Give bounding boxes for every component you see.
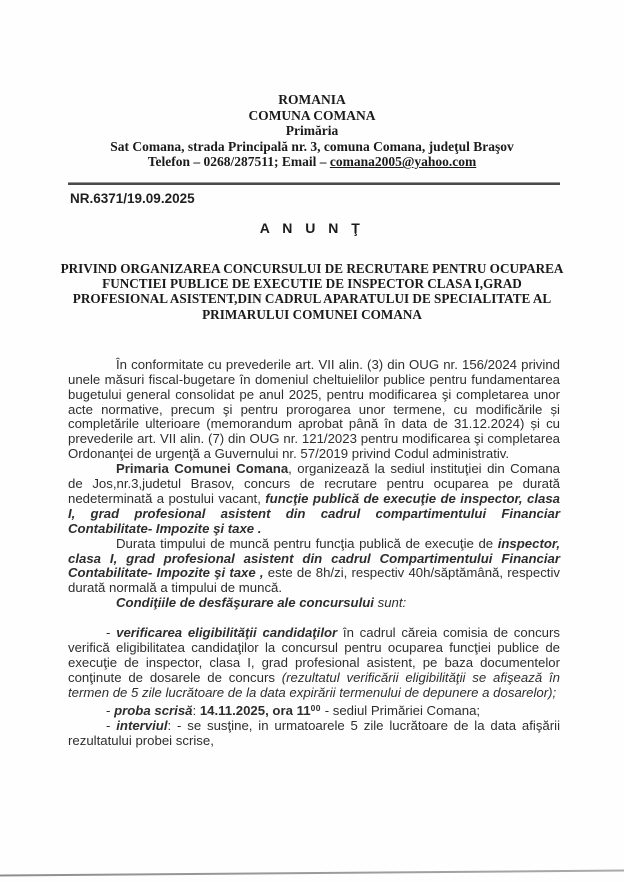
scan-edge-artifact	[0, 870, 624, 877]
text-run: Primaria Comunei Comana	[116, 461, 289, 477]
document-title: PRIVIND ORGANIZAREA CONCURSULUI DE RECRUTARE PENTRU OCUPAREA FUNCTIEI PUBLICE DE EXECUTIE DE INSPECTOR CLASA I,GRAD PROFESIONAL ASISTENT,DIN CADRUL APARATULUI DE SPECIALITATE AL PRIMARULUI COMUNEI COMANA	[60, 260, 564, 322]
text-run: - sediul Primăriei Comana;	[321, 702, 481, 718]
paragraph-written-test	[68, 701, 560, 719]
text-run: proba scrisă	[114, 702, 193, 718]
commune-name: COMUNA COMANA	[248, 107, 376, 123]
text-run: , organizează la sediul instituţiei din Comana de Jos,nr.3,judetul Brasov, concurs de recrutare pentru ocuparea pe durată nedeterminată a postului vacant,	[68, 461, 560, 506]
bullet-dash: -	[106, 625, 117, 641]
text-run: este de 8h/zi, respectiv 40h/săptămână, respectiv durată normală a timpului de muncă.	[68, 565, 560, 596]
paragraph-work-schedule	[68, 537, 560, 597]
registration-number: NR.6371/19.09.2025	[70, 190, 195, 206]
paragraph-eligibility-check	[68, 626, 560, 701]
paragraph-organizer	[68, 462, 560, 537]
text-run: :	[192, 702, 200, 718]
written-test-date: 14.11.2025, ora 11	[199, 702, 311, 718]
bullet-dash: -	[106, 702, 115, 718]
text-run: în cadrul căreia comisia de concurs verifică eligibilitatea candidaţilor la concursul pentru ocuparea funcţiei publice de execuţie de inspector, clasa I, grad profesional asistent, pe baza documentelor conţinute de dosarele de concurs	[68, 625, 560, 685]
text-run: inspector, clasa I, grad profesional asistent din cadrul Compartimentului Financiar Contabilitate- Impozite şi taxe ,	[68, 535, 560, 581]
text-run: Condiţiile de desfăşurare ale concursului	[116, 595, 374, 611]
announcement-heading: A N U N Ţ	[259, 219, 365, 236]
document-body	[68, 358, 560, 749]
address-line: Sat Comana, strada Principală nr. 3, comuna Comana, judeţul Braşov	[110, 138, 514, 154]
country-name: ROMANIA	[278, 92, 346, 107]
header-divider-line	[68, 182, 560, 185]
contact-line	[0, 154, 624, 170]
text-run: sunt:	[373, 595, 407, 611]
bullet-dash: -	[106, 717, 117, 733]
paragraph-legal-basis	[68, 358, 560, 462]
letterhead	[0, 0, 624, 170]
superscript-minutes: 00	[310, 702, 322, 713]
text-run: verificarea eligibilităţii candidaţilor	[116, 625, 338, 641]
email-link: comana2005@yahoo.com	[329, 154, 477, 170]
text-run: funcţie publică de execuţie de inspector, clasa I, grad profesional asistent din cadrul compartimentului Financiar Contabilitate- Impozite şi taxe .	[68, 490, 560, 536]
paragraph-interview	[68, 719, 560, 749]
paragraph-conditions-heading	[68, 596, 560, 611]
text-run: : - se susţine, in urmatoarele 5 zile lucrătoare de la data afişării rezultatului probei scrise,	[68, 717, 560, 748]
text-run: (rezultatul verificării eligibilităţii se afişează în termen de 5 zile lucrătoare de la data expirării termenului de depunere a dosarelor);	[68, 669, 560, 700]
text-run: Durata timpului de muncă pentru funcţia publică de execuţie de	[116, 535, 498, 551]
text-run: interviul	[116, 717, 168, 733]
office-name: Primăria	[285, 123, 339, 139]
phone-email-label: Telefon – 0268/287511; Email –	[147, 154, 330, 170]
text-run: În conformitate cu prevederile art. VII alin. (3) din OUG nr. 156/2024 privind unele măsuri fiscal-bugetare în domeniul cheltuielilor publice pentru fundamentarea bugetului general consolidat pe anul 2025, pentru modificarea şi completarea unor acte normative, precum şi pentru prorogarea unor termene, cu modificările și completările ulterioare (memorandum aprobat până în data de 31.12.2024) și cu prevederile art. VII alin. (7) din OUG nr. 121/2023 pentru modificarea şi completarea Ordonanţei de urgenţă a Guvernului nr. 57/2019 privind Codul administrativ.	[68, 356, 560, 462]
